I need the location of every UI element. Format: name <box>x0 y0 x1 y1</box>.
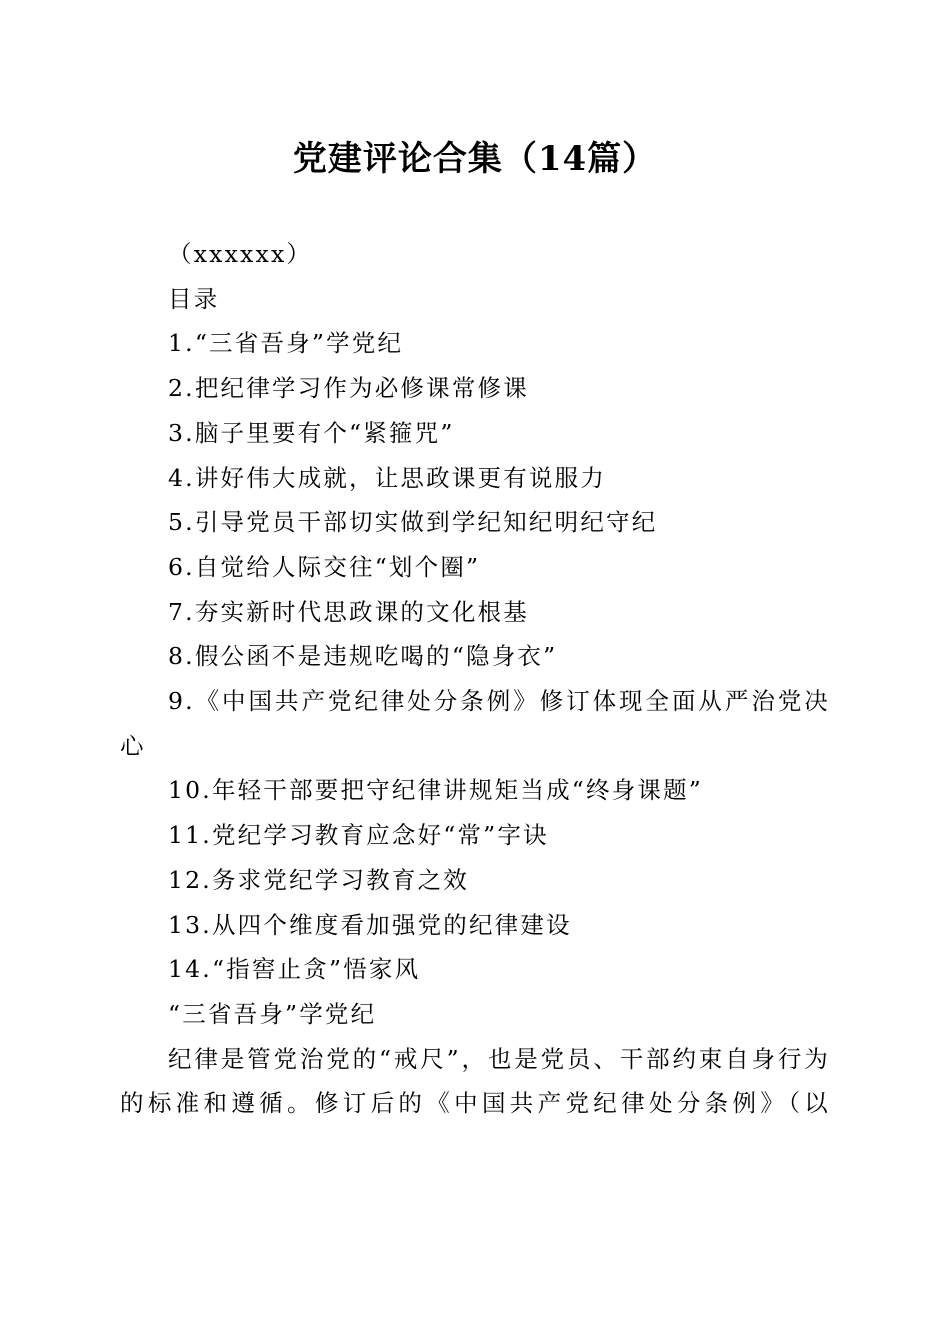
toc-item: 11.党纪学习教育应念好“常”字诀 <box>168 821 549 850</box>
toc-item: 7.夯实新时代思政课的文化根基 <box>168 597 529 626</box>
toc-item: 5.引导党员干部切实做到学纪知纪明纪守纪 <box>168 508 658 537</box>
toc-item: 14.“指窖止贪”悟家风 <box>168 955 421 984</box>
document-title: 党建评论合集（14篇） <box>292 139 658 179</box>
toc-item: 4.讲好伟大成就，让思政课更有说服力 <box>168 463 607 492</box>
body-paragraph: 纪律是管党治党的“戒尺”，也是党员、干部约束自身行为的标准和遵循。修订后的《中国共产党纪律处分条例》（以 <box>120 1044 830 1118</box>
toc-item: 1.“三省吾身”学党纪 <box>168 329 404 358</box>
toc-item: 8.假公函不是违规吃喝的“隐身衣” <box>168 642 558 671</box>
toc-item: 10.年轻干部要把守纪律讲规矩当成“终身课题” <box>168 776 704 805</box>
toc-item: 6.自觉给人际交往“划个圈” <box>168 552 481 581</box>
toc-item: 3.脑子里要有个“紧箍咒” <box>168 418 455 447</box>
document-body <box>120 232 830 1126</box>
toc-item: 9.《中国共产党纪律处分条例》修订体现全面从严治党决心 <box>120 687 830 760</box>
toc-item: 12.务求党纪学习教育之效 <box>168 865 469 894</box>
source-line: （xxxxxx） <box>168 240 313 268</box>
toc-item: 13.从四个维度看加强党的纪律建设 <box>168 910 572 939</box>
toc-item: 2.把纪律学习作为必修课常修课 <box>168 374 529 403</box>
toc-heading: 目录 <box>168 284 220 313</box>
section-heading: “三省吾身”学党纪 <box>168 999 377 1028</box>
